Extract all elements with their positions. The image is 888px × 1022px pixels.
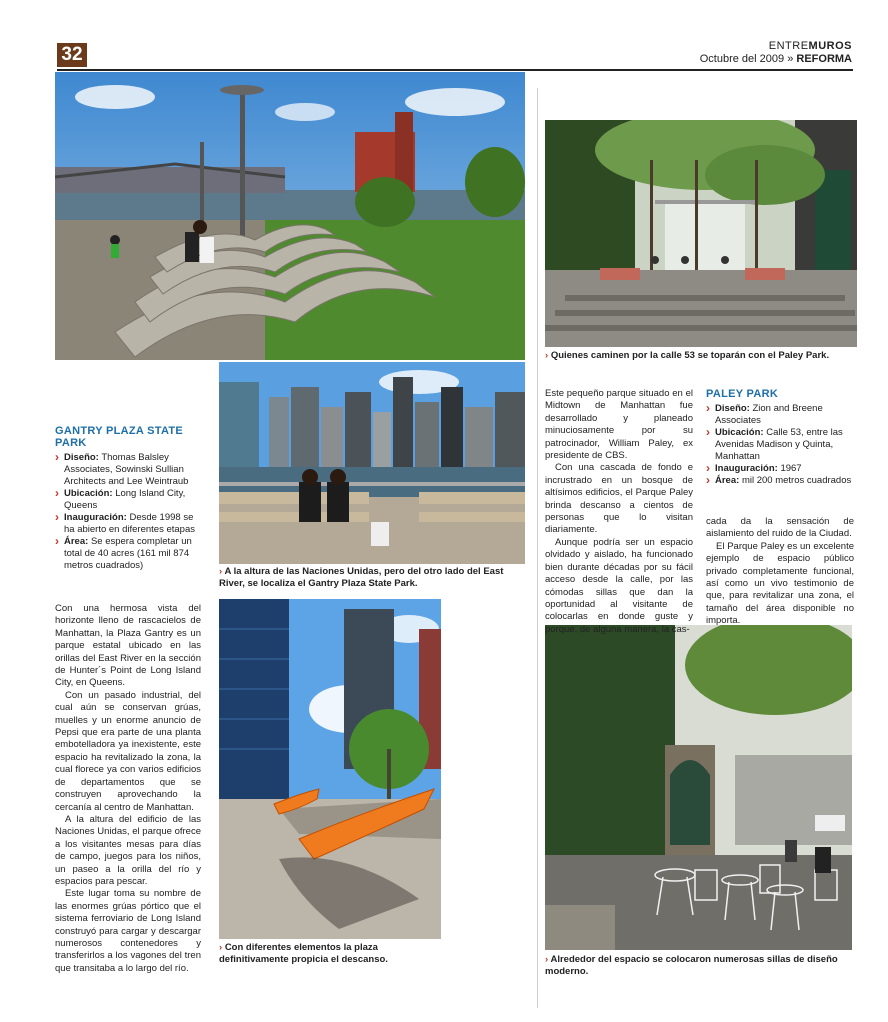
caption-paley-bottom: › Alrededor del espacio se colocaron numerosas sillas de diseño moderno. bbox=[545, 954, 838, 977]
paragraph: Con un pasado industrial, del cual aún se conservan grúas, muelles y un enorme anuncio de Pepsi que era parte de una planta embotelladora ya inexistente, este espacio ha revitalizado la zona, la cual florece ya con varios edificios de departamentos que se construyen aprovechando la cercanía al centro de Manhattan. bbox=[55, 689, 201, 813]
paragraph: Con una hermosa vista del horizonte lleno de rascacielos de Manhattan, la Plaza Gantry es un parque estatal ubicado en las orillas del East River en la sección de Hunter´s Point de Long Island City, en Queens. bbox=[55, 603, 201, 689]
section-name: ENTREMUROS bbox=[768, 40, 852, 52]
paragraph: Este lugar toma su nombre de las enormes grúas pórtico que el sistema ferroviario de Long Island construyó para cargar y descargar numerosos contenedores y transferirlos a los vagones del tren que transitaba a lo largo del río. bbox=[55, 888, 201, 974]
publication-header bbox=[700, 40, 852, 66]
article-column-middle bbox=[545, 388, 693, 636]
page-number: 32 bbox=[57, 43, 87, 67]
photo-paley-waterfall bbox=[545, 120, 857, 347]
photo-gantry-loungers bbox=[55, 72, 525, 360]
fact-item-design: › Diseño: Thomas Balsley Associates, Sowinski Sullian Architects and Lee Weintraub bbox=[55, 452, 205, 488]
caption-arrow-icon: › bbox=[219, 942, 223, 953]
caption-paley-top: › Quienes caminen por la calle 53 se toparán con el Paley Park. bbox=[545, 350, 830, 361]
fact-item-location: › Ubicación: Long Island City, Queens bbox=[55, 488, 205, 512]
header-rule bbox=[57, 69, 853, 71]
caption-plaza: › Con diferentes elementos la plaza definitivamente propicia el descanso. bbox=[219, 942, 388, 965]
column-divider bbox=[537, 88, 538, 1008]
article-column-right bbox=[706, 516, 854, 628]
paragraph: El Parque Paley es un excelente ejemplo de espacio público privado completamente funcional, así como un vivo testimonio de que, para revitalizar una zona, el tamaño del área disponible no importa. bbox=[706, 540, 854, 627]
paragraph: Con una cascada de fondo e incrustrado en un bosque de altísimos edificios, el Parque Paley brinda descanso a cientos de personas que lo visitan diariamente. bbox=[545, 462, 693, 536]
caption-un: › A la altura de las Naciones Unidas, pero del otro lado del East River, se localiza el Gantry Plaza State Park. bbox=[219, 566, 504, 589]
caption-arrow-icon: › bbox=[219, 566, 223, 577]
fact-list bbox=[55, 452, 205, 572]
caption-arrow-icon: › bbox=[545, 954, 549, 965]
fact-box-paley bbox=[706, 388, 856, 487]
fact-box-title: GANTRY PLAZA STATE PARK bbox=[55, 425, 184, 449]
fact-item-area: › Área: Se espera completar un total de 40 acres (161 mil 874 metros cuadrados) bbox=[55, 536, 205, 572]
paragraph: A la altura del edificio de las Naciones Unidas, el parque ofrece a los visitantes mesas para días de campo, juegos para los niños, un paseo a la orilla del río y espacios para pescar. bbox=[55, 813, 201, 887]
article-column-left bbox=[55, 603, 201, 975]
fact-item-area: › Área: mil 200 metros cuadrados bbox=[706, 475, 856, 487]
caption-arrow-icon: › bbox=[545, 350, 549, 361]
fact-item-opening: › Inauguración: Desde 1998 se ha abierto en diferentes etapas bbox=[55, 512, 205, 536]
photo-paley-chairs bbox=[545, 625, 852, 950]
paragraph: Este pequeño parque situado en el Midtown de Manhattan fue desarrollado y planeado minuciosamente por su patrocinador, William Paley, ex presidente de CBS. bbox=[545, 388, 693, 462]
fact-list bbox=[706, 403, 856, 487]
fact-item-location: › Ubicación: Calle 53, entre las Avenidas Madison y Quinta, Manhattan bbox=[706, 427, 856, 463]
paragraph: cada da la sensación de aislamiento del ruido de la Ciudad. bbox=[706, 516, 854, 540]
photo-un-skyline-bench bbox=[219, 362, 525, 564]
fact-item-opening: › Inauguración: 1967 bbox=[706, 463, 856, 475]
fact-box-title: PALEY PARK bbox=[706, 388, 779, 400]
paragraph: Aunque podría ser un espacio olvidado y aislado, ha funcionado bien durante décadas por su fácil acceso desde la calle, por las cómodas sillas que dan la oportunidad al visitante de colocarlas en donde guste y porque, de alguna manera, la cas- bbox=[545, 536, 693, 635]
photo-plaza-orange-chairs bbox=[219, 599, 441, 939]
fact-item-design: › Diseño: Zion and Breene Associates bbox=[706, 403, 856, 427]
issue-line: Octubre del 2009 » REFORMA bbox=[699, 53, 852, 65]
fact-box-gantry bbox=[55, 425, 205, 572]
